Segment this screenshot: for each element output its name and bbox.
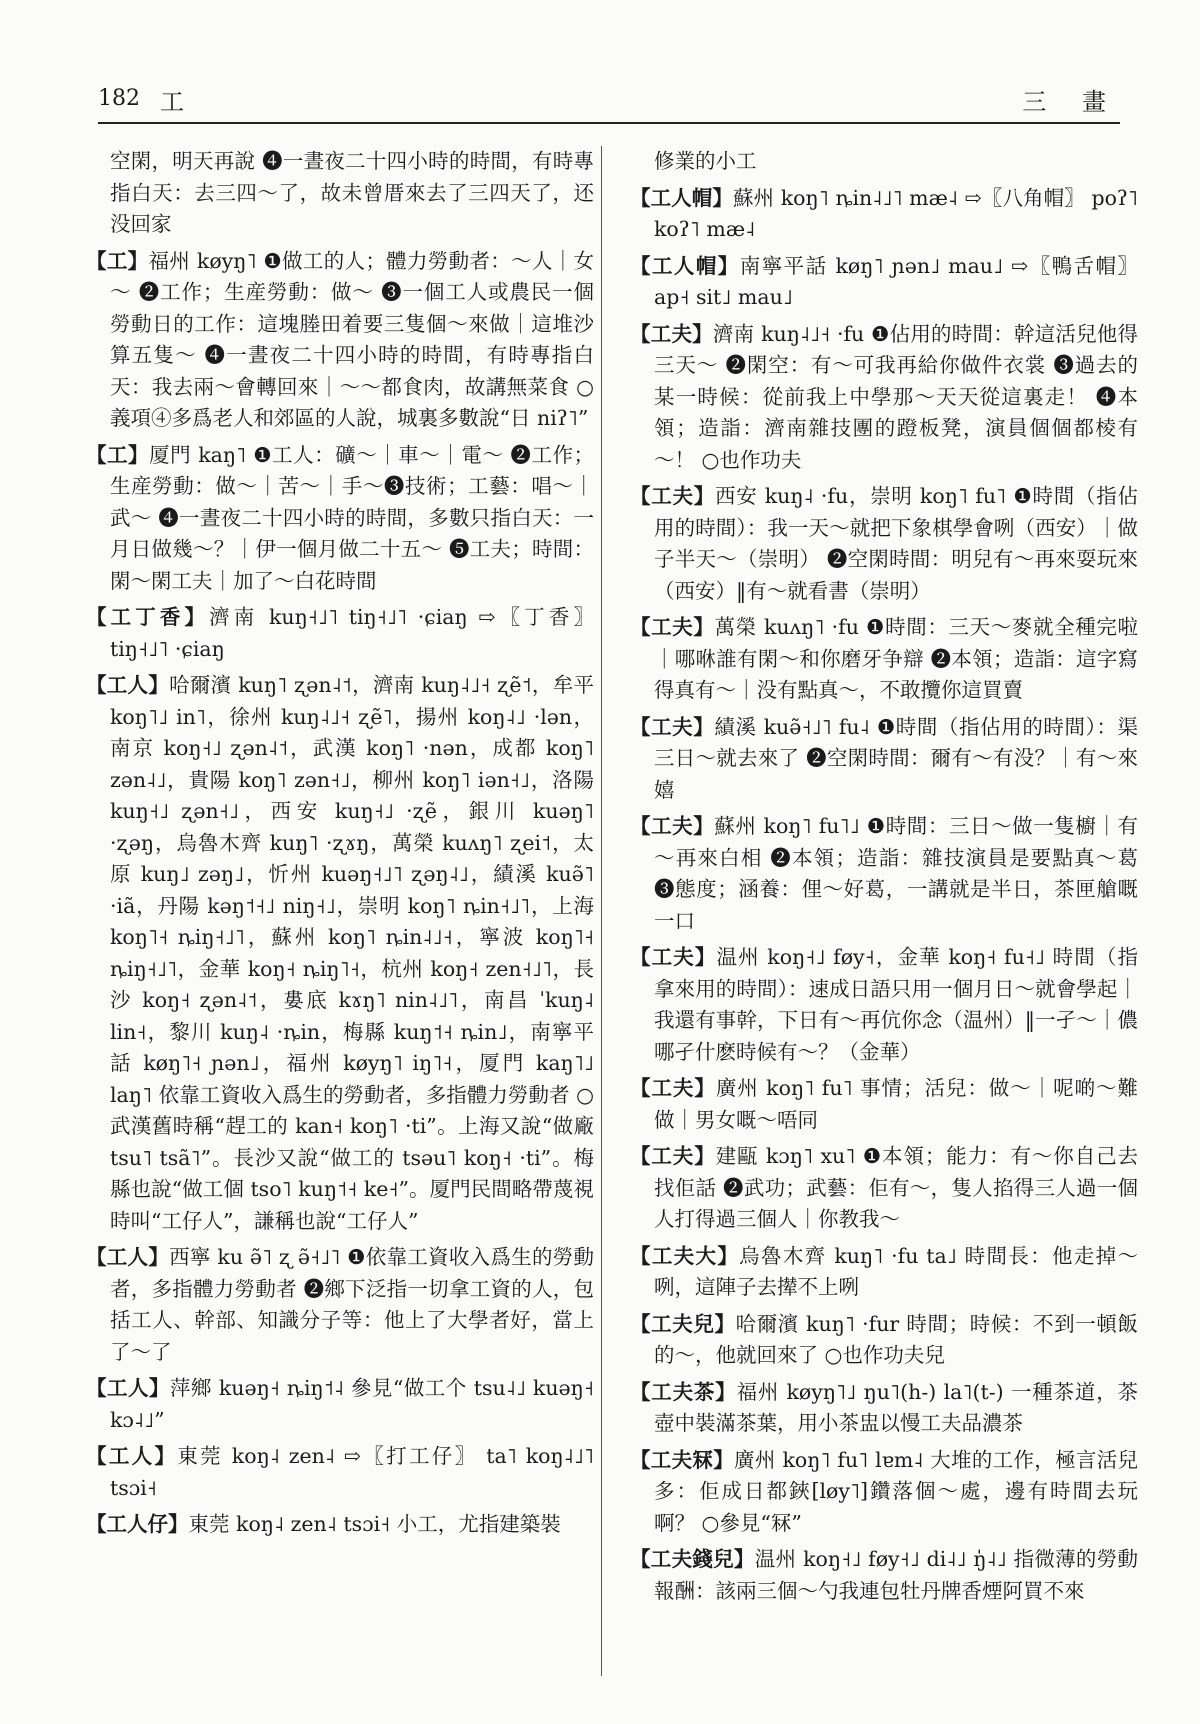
entry-text: 蘇州 koŋ˥ fu˥˩ ❶時間：三日～做一隻櫥｜有～再來白相 ❷本領；造詣：雜技演員是要點真～葛 ❸態度；涵養：俚～好葛，一講就是半日，茶匣艙嘅一口 [654, 814, 1139, 933]
entry-headword: 【工人仔】 [86, 1512, 189, 1536]
entry-text: 福州 køyŋ˥˩ ŋu˥(h-) la˥(t-) 一種茶道，茶壺中裝滿茶葉，用小茶盅以慢工夫品濃茶 [654, 1379, 1139, 1435]
dictionary-entry [630, 712, 1138, 807]
entry-text: 建甌 kɔŋ˥ xu˥ ❶本領；能力：有～你自己去找佢話 ❷武功；武藝：佢有～，隻人掐得三人過一個人打得過三個人｜你教我～ [654, 1144, 1138, 1231]
dictionary-entry [86, 670, 594, 1237]
entry-headword: 【工人】 [86, 1245, 170, 1269]
left-column [86, 146, 594, 1546]
dictionary-entry [630, 942, 1138, 1068]
dictionary-entry [630, 1241, 1138, 1304]
entry-headword: 【工人】 [86, 673, 170, 697]
dictionary-entry [630, 1445, 1138, 1540]
entry-headword: 【工夫大】 [630, 1243, 740, 1268]
entry-text: 空閑，明天再說 ❹一晝夜二十四小時的時間，有時專指白天：去三四～了，故未曾厝來去了三四天了，还没回家 [110, 149, 594, 236]
entry-text: 烏魯木齊 kuŋ˥ ·fu ta˩ 時間長：他走掉～咧，這陣子去撵不上咧 [654, 1243, 1138, 1299]
entry-text: 東莞 koŋ˨ zen˨ tsɔi˧ 小工，尤指建築裝 [188, 1512, 561, 1536]
entry-headword: 【工夫】 [630, 714, 715, 739]
dictionary-entry [630, 251, 1138, 314]
dictionary-entry [630, 811, 1138, 937]
dictionary-entry [86, 602, 594, 665]
entry-headword: 【工夫兒】 [630, 1311, 736, 1336]
entry-text: 温州 koŋ˧˩ føy˧，金華 koŋ˧ fu˧˩ 時間（指拿來用的時間）：速成日語只用一個月日～就會學起｜我還有事幹，下日有～再伉你念（温州）‖一孑～｜儂哪孑什麽時候有～？（金華） [654, 945, 1138, 1064]
column-divider [601, 146, 602, 1676]
entry-text: 厦門 kaŋ˥ ❶工人：礦～｜車～｜電～ ❷工作；生産勞動：做～｜苦～｜手～❸技術；工藝：唱～｜武～ ❹一晝夜二十四小時的時間，多數只指白天：一月日做幾～？｜伊一個月做二十五～ ❺工夫；時間：閑～閑工夫｜加了～白花時間 [110, 442, 595, 593]
entry-text: 萍鄉 kuəŋ˧ ȵiŋ˦˨ 參見“做工个 tsu˨˩ kuəŋ˧ kɔ˨˩” [110, 1376, 594, 1432]
entry-text: 東莞 koŋ˨ zen˨ ⇨〖打工仔〗 ta˥ koŋ˨˩˥ tsɔi˧ [110, 1444, 595, 1500]
entry-headword: 【工夫】 [630, 615, 715, 639]
entry-continuation [86, 146, 594, 241]
entry-text: 哈爾濱 kuŋ˥ ʐən˨˦，濟南 kuŋ˨˩˧ ʐẽ˦，牟平 koŋ˥˩ in˥，徐州 kuŋ˨˩˧ ʐẽ˥，揚州 koŋ˨˩ ·lən，南京 koŋ˧˩ ʐən˨˦，武漢 koŋ˥ ·nən，成都 koŋ˥ zən˨˩，貴陽 koŋ˥ zən˧˩，柳州 koŋ˥ iən˧˩，洛陽 kuŋ˧˩ ʐən˧˩，西安 kuŋ˧˩ ·ʐẽ，銀川 kuəŋ˥ ·ʐəŋ，烏魯木齊 kuŋ˥ ·ʐɤŋ，萬榮 kuʌŋ˥ ʐei˦，太原 kuŋ˩ zəŋ˩，忻州 kuəŋ˧˩˥ ʐəŋ˨˩，績溪 kuə̃˥ ·iã，丹陽 kəŋ˦˧˩ niŋ˧˩，崇明 koŋ˥ ȵin˧˩˥，上海 koŋ˥˧ ȵiŋ˧˩˥，蘇州 koŋ˥ ȵin˨˩˧，寧波 koŋ˥˧ ȵiŋ˧˩˥，金華 koŋ˧ ȵiŋ˥˧，杭州 koŋ˧ zen˧˩˥，長沙 koŋ˧ ʐən˨˦，婁底 kɤŋ˥ nin˨˩˥，南昌 ˈkuŋ˨ lin˧，黎川 kuŋ˨ ·ȵin，梅縣 kuŋ˦˧ ȵin˩，南寧平話 køŋ˥˧ ɲən˩，福州 køyŋ˥ iŋ˥˧，厦門 kaŋ˥˩ laŋ˥ 依靠工資收入爲生的勞動者，多指體力勞動者 ○武漢舊時稱“趕工的 kan˧ koŋ˥ ·ti”。上海又說“做廠 tsu˥ tsã˥”。長沙又說“做工的 tsəu˥ koŋ˧ ·ti”。梅縣也說“做工個 tso˥ kuŋ˦˧ ke˧”。厦門民間略帶蔑視時叫“工仔人”，謙稱也說“工仔人” [110, 673, 594, 1233]
entry-text: 哈爾濱 kuŋ˥ ·fur 時間；時候：不到一頓飯的～，他就回來了 ○也作功夫兒 [654, 1311, 1139, 1367]
entry-continuation [630, 146, 1138, 178]
dictionary-entry [630, 1544, 1138, 1607]
dictionary-entry [86, 1242, 594, 1368]
entry-headword: 【工】 [86, 442, 150, 467]
entry-headword: 【工夫】 [630, 814, 715, 838]
dictionary-entry [86, 246, 594, 435]
entry-headword: 【工夫茶】 [630, 1379, 737, 1404]
entry-text: 廣州 koŋ˥ fu˥ 事情；活兒：做～｜呢啲～難做｜男女嘅～唔同 [654, 1076, 1139, 1132]
entry-text: 績溪 kuə̃˧˩˥ fu˨ ❶時間（指佔用的時間）：渠三日～就去來了 ❷空閑時間：爾有～有没？｜有～來嬉 [654, 714, 1139, 802]
entry-headword: 【工丁香】 [86, 605, 210, 629]
entry-headword: 【工】 [86, 248, 149, 273]
radical-heading: 工 [160, 88, 184, 116]
dictionary-entry [630, 612, 1138, 707]
entry-headword: 【工夫】 [630, 1144, 716, 1168]
entry-text: 福州 køyŋ˥ ❶做工的人；體力勞動者：～人｜女～ ❷工作；生産勞動：做～ ❸一個工人或農民一個勞動日的工作：這塊塍田着要三隻個～來做｜這堆沙算五隻～ ❹一晝夜二十四小時的時間，有時專指白天：我去兩～會轉回來｜～～都食肉，故講無菜食 ○義項④多爲老人和郊區的人說，城裏多數說“日 niʔ˥” [110, 248, 594, 430]
dictionary-entry [86, 440, 594, 598]
dictionary-entry [630, 1309, 1138, 1372]
entry-headword: 【工夫】 [630, 1076, 716, 1100]
page-number: 182 [98, 86, 140, 111]
entry-text: 濟南 kuŋ˨˩˧ ·fu ❶佔用的時間：幹這活兒他得三天～ ❷閑空：有～可我再給你做件衣裳 ❸過去的某一時候：從前我上中學那～天天從這裏走！ ❹本領；造詣：濟南雜技團的蹬板凳，演員個個都棱有～！ ○也作功夫 [654, 321, 1139, 472]
right-column [630, 146, 1138, 1612]
dictionary-entry [630, 1377, 1138, 1440]
entry-headword: 【工人帽】 [630, 185, 733, 210]
dictionary-entry [86, 1441, 594, 1504]
dictionary-entry [630, 1073, 1138, 1136]
dictionary-entry [630, 481, 1138, 607]
entry-text: 温州 koŋ˧˩ føy˧˩ di˨˩ ŋ̍˨˩ 指微薄的勞動報酬：該兩三個～勺我連包牡丹牌香煙阿買不來 [654, 1547, 1139, 1603]
entry-headword: 【工人】 [86, 1444, 178, 1468]
entry-headword: 【工夫冧】 [630, 1447, 735, 1472]
entry-text: 西寧 ku ə̃˥ ʐ ə̃˧˩˥ ❶依靠工資收入爲生的勞動者，多指體力勞動者 ❷鄉下泛指一切拿工資的人，包括工人、幹部、知識分子等：他上了大學者好，當上了～了 [110, 1245, 595, 1364]
dictionary-entry [86, 1373, 594, 1436]
dictionary-entry [630, 1141, 1138, 1236]
entry-headword: 【工夫】 [630, 945, 717, 969]
entry-headword: 【工夫錢兒】 [630, 1547, 755, 1571]
entry-text: 濟南 kuŋ˧˩˥ tiŋ˧˩˥ ·ɕiaŋ ⇨〖丁香〗 tiŋ˧˩˥ ·ɕiaŋ [110, 605, 594, 661]
entry-text: 西安 kuŋ˨ ·fu，崇明 koŋ˥ fu˥ ❶時間（指佔用的時間）：我一天～就把下象棋學會咧（西安）｜做子半天～（崇明） ❷空閑時間：明兒有～再來耍玩來（西安）‖有～就看書（崇明） [654, 484, 1138, 603]
dictionary-entry [630, 319, 1138, 477]
entry-text: 廣州 koŋ˥ fu˥ lɐm˨ 大堆的工作，極言活兒多：佢成日都鋏[løy˥]鑽落個～處，邊有時間去玩啊？ ○參見“冧” [654, 1447, 1138, 1535]
dictionary-entry [86, 1509, 594, 1541]
entry-headword: 【工人】 [86, 1376, 170, 1400]
page-header [98, 82, 1120, 124]
dictionary-entry [630, 183, 1138, 246]
entry-text: 蘇州 koŋ˥ ȵin˨˩˥ mæ˨ ⇨〖八角帽〗 poʔ˥ koʔ˥ mæ˨ [654, 185, 1139, 241]
entry-headword: 【工夫】 [630, 484, 715, 508]
entry-headword: 【工人帽】 [630, 253, 740, 278]
entry-text: 萬榮 kuʌŋ˥ ·fu ❶時間：三天～麥就全種完啦｜哪咻誰有閑～和你磨牙争辯 ❷本領；造詣：這字寫得真有～｜没有點真～，不敢攬你這買賣 [654, 615, 1138, 702]
entry-text: 修業的小工 [654, 149, 757, 173]
stroke-section: 三 畫 [1022, 88, 1120, 116]
entry-text: 南寧平話 køŋ˥ ɲən˩ mau˩ ⇨〖鴨舌帽〗 ap˧ sit˩ mau˩ [654, 253, 1139, 309]
entry-headword: 【工夫】 [630, 321, 713, 346]
